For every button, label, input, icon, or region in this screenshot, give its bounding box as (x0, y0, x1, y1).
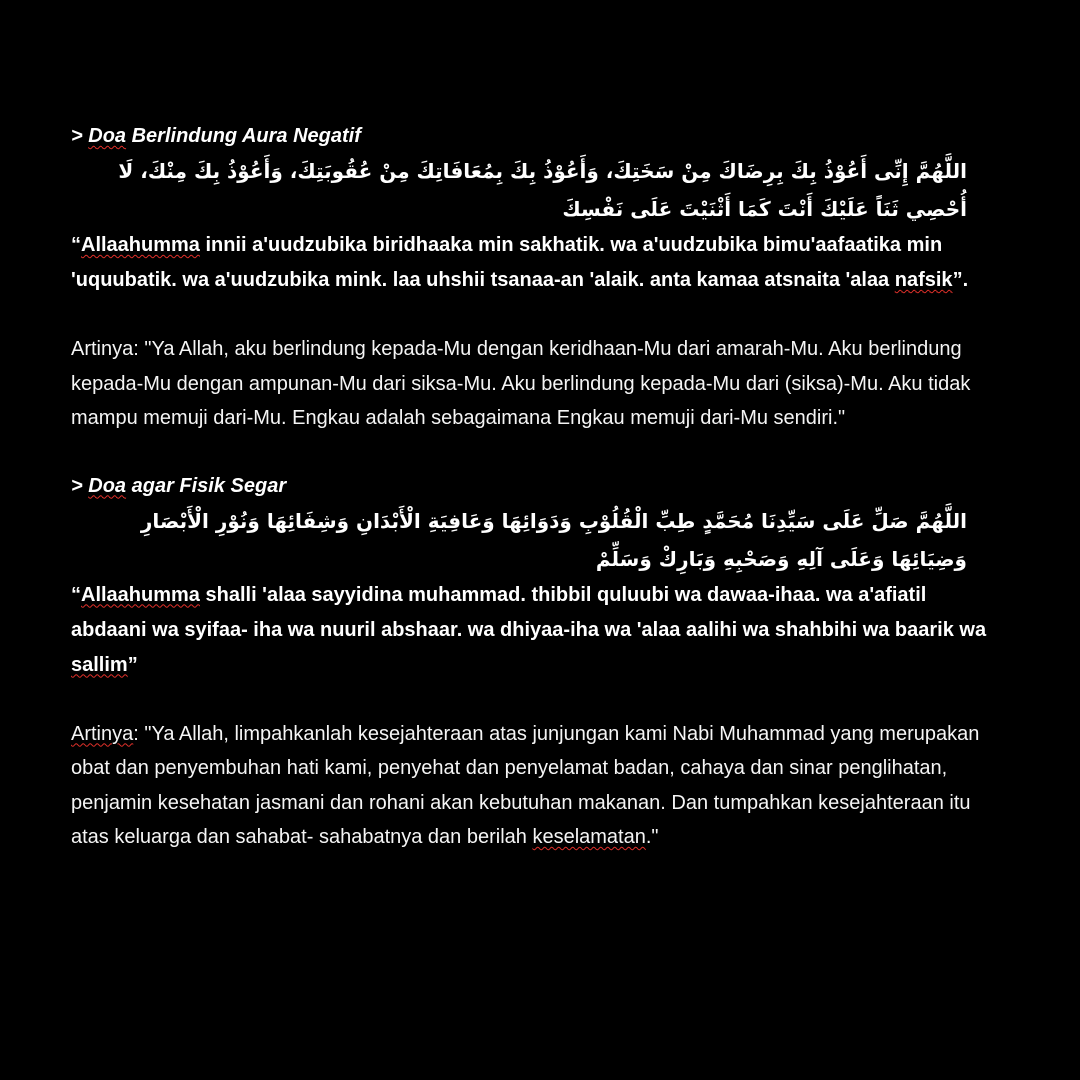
misspelled-word: nafsik (894, 269, 953, 291)
misspelled-word: keselamatan (532, 826, 646, 848)
paragraph-gap (71, 436, 991, 470)
section-title (71, 120, 991, 152)
arabic-prayer: اللَّهُمَّ صَلِّ عَلَى سَيِّدِنَا مُحَمَّدٍ طِبِّ الْقُلُوْبِ وَدَوَائِهَا وَعَافِيَةِ الْأَبْدَانِ وَشِفَائِهَا وَنُوْرِ الْأَبْصَارِ وَضِيَائِهَا وَعَلَى آلِهِ وَصَحْبِهِ وَبَارِكْ وَسَلِّمْ (140, 508, 967, 571)
meaning-paragraph (71, 717, 991, 855)
title-prefix: > (71, 125, 89, 147)
close-quote: ” (127, 653, 138, 676)
section-title (71, 470, 991, 502)
transliteration-text: innii a'uudzubika biridhaaka min sakhatik. wa a'uudzubika bimu'aafaatika min 'uquubatik. wa a'uudzubika mink. laa uhshii tsanaa-an 'alaik. anta kamaa atsnaita 'alaa (71, 234, 943, 291)
title-rest: Berlindung Aura Negatif (126, 125, 361, 147)
title-misspelled-word: Doa (88, 125, 127, 147)
document-body (71, 120, 991, 855)
close-quote: ”. (952, 269, 969, 291)
close-quote: ." (645, 826, 659, 848)
title-prefix: > (71, 474, 89, 497)
latin-transliteration (71, 578, 991, 683)
paragraph-gap (71, 683, 991, 717)
misspelled-word: Allaahumma (81, 583, 200, 606)
meaning-text: : "Ya Allah, aku berlindung kepada-Mu dengan keridhaan-Mu dari amarah-Mu. Aku berlindung kepada-Mu dengan ampunan-Mu dari siksa-Mu. Aku berlindung kepada-Mu dari (siksa)-Mu. Aku tidak mampu memuji dari-Mu. Engkau adalah sebagaimana Engkau memuji dari-Mu sendiri." (71, 338, 971, 429)
misspelled-word: sallim (71, 653, 128, 676)
open-quote: “ (71, 583, 81, 606)
meaning-label: Artinya (71, 722, 134, 745)
title-rest: agar Fisik Segar (126, 474, 287, 497)
misspelled-word: Allaahumma (81, 234, 200, 256)
transliteration-text: shalli 'alaa sayyidina muhammad. thibbil quluubi wa dawaa-ihaa. wa a'afiatil abdaani wa syifaa- iha wa nuuril abshaar. wa dhiyaa-iha wa 'alaa aalihi wa shahbihi wa baarik wa (71, 583, 987, 641)
open-quote: “ (71, 234, 81, 256)
meaning-label: Artinya (71, 338, 134, 360)
latin-transliteration (71, 228, 991, 298)
meaning-paragraph (71, 332, 991, 436)
arabic-prayer: اللَّهُمَّ إِنِّى أَعُوْذُ بِكَ بِرِضَاكَ مِنْ سَخَتِكَ، وَأَعُوْذُ بِكَ بِمُعَافَاتِكَ مِنْ عُقُوبَتِكَ، وَأَعُوْذُ بِكَ مِنْكَ، لَا أُحْصِي ثَنَاً عَلَيْكَ أَنْتَ كَمَا أَثْنَيْتَ عَلَى نَفْسِكَ (118, 159, 967, 221)
paragraph-gap (71, 298, 991, 332)
meaning-text: : "Ya Allah, limpahkanlah kesejahteraan atas junjungan kami Nabi Muhammad yang merupakan obat dan penyembuhan hati kami, penyehat dan penyelamat badan, cahaya dan sinar penglihatan, penjamin kesehatan jasmani dan rohani akan kebutuhan makanan. Dan tumpahkan kesejahteraan itu atas keluarga dan sahabat- sahabatnya dan berilah (71, 722, 980, 848)
title-misspelled-word: Doa (88, 474, 127, 497)
